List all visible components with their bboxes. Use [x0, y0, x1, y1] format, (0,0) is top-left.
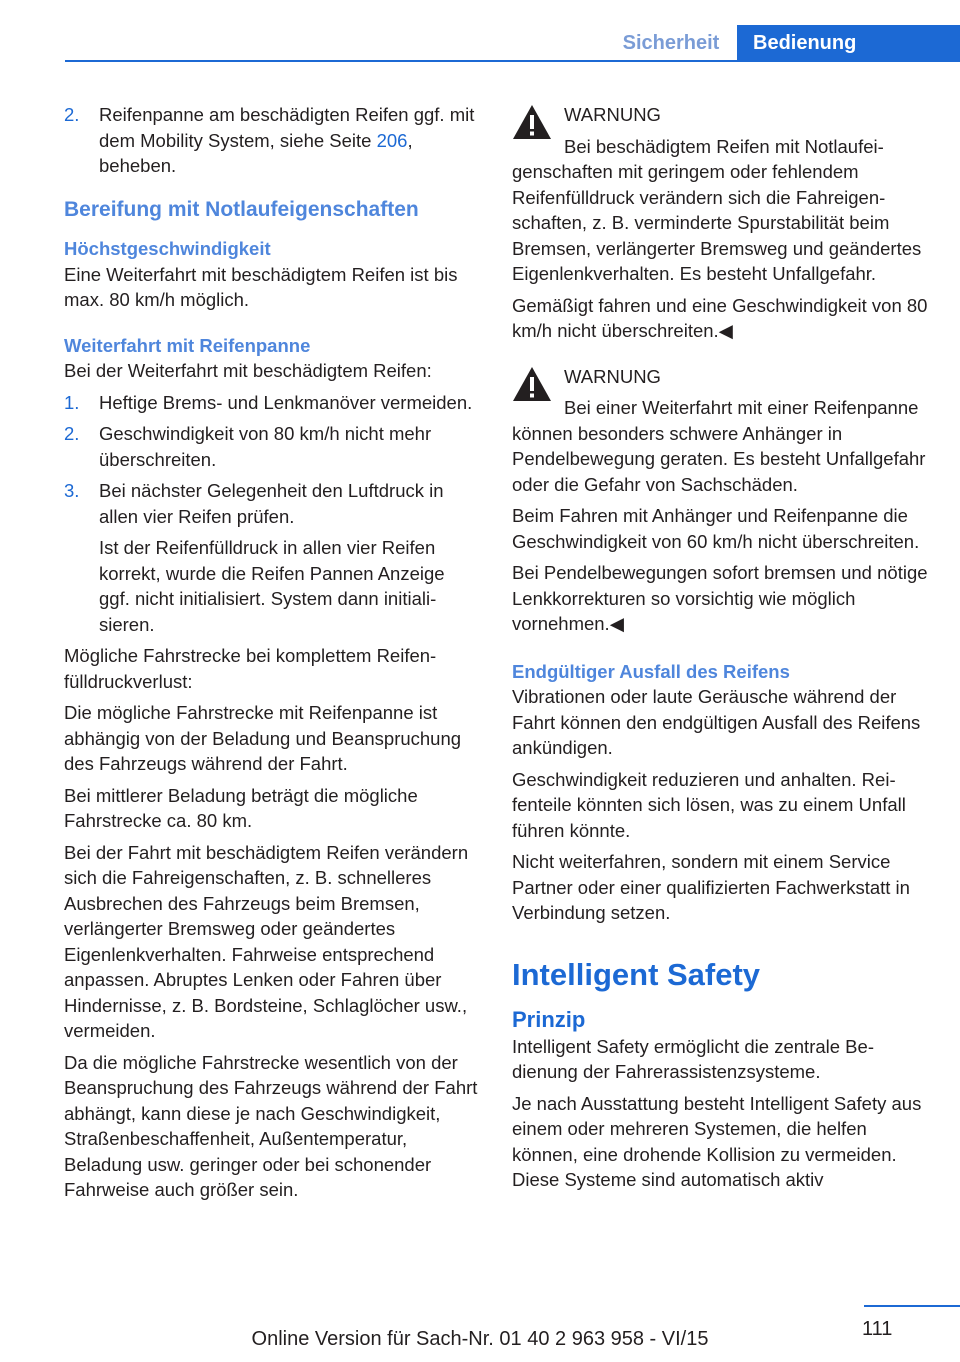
- paragraph: Die mögliche Fahrstrecke mit Reifenpanne ist abhängig von der Beladung und Beanspruchung des Fahrzeugs während der Fahrt.: [64, 702, 462, 774]
- warning-block-1: [512, 102, 928, 344]
- list-item-number: 3.: [64, 480, 80, 501]
- tab-sicherheit[interactable]: Sicherheit: [622, 31, 720, 54]
- paragraph: Da die mögliche Fahrstrecke wesentlich von der Beanspruchung des Fahrzeugs während der Fahrt abhängt, kann diese je nach Geschwindigkeit, Straßenbeschaffenheit, Außentemperatur, Beladung usw. geringer oder bei schonender Fahrweise auch größer sein.: [64, 1051, 478, 1200]
- warning-triangle-icon: [512, 366, 552, 402]
- step-list: [64, 390, 478, 638]
- subheading-weiterfahrt: Weiterfahrt mit Reifenpanne: [64, 334, 311, 356]
- list-item-text: Heftige Brems- und Lenkmanöver vermeiden.: [99, 391, 473, 413]
- paragraph: Vibrationen oder laute Geräusche während der Fahrt können den endgültigen Ausfall des Reifens ankündigen.: [512, 686, 921, 758]
- subheading-ausfall: Endgültiger Ausfall des Reifens: [512, 660, 790, 682]
- warning-triangle-icon: [512, 104, 552, 140]
- footer-rule: [864, 1305, 960, 1307]
- section-heading-intelligent-safety: Intelligent Safety: [512, 956, 761, 992]
- paragraph: Je nach Ausstattung besteht Intelligent Safety aus einem oder mehreren Systemen, die helfen können, eine drohende Kollision zu vermeiden. Diese Systeme sind automatisch aktiv: [512, 1092, 922, 1190]
- list-item-text: Geschwindigkeit von 80 km/h nicht mehr überschreiten.: [99, 423, 432, 470]
- paragraph: Mögliche Fahrstrecke bei komplettem Reifenfülldruckverlust:: [64, 645, 437, 692]
- warning-text: Bei beschädigtem Reifen mit Notlaufeigenschaften mit geringem oder fehlendem Reifenfülldruck verändern sich die Fahreigenschaften, z. B. verminderte Spurstabilität beim Bremsen, verlängerter Bremsweg und geändertes Eigenlenkverhalten. Es besteht Unfallgefahr.: [512, 135, 922, 284]
- paragraph: Eine Weiterfahrt mit beschädigtem Reifen ist bis max. 80 km/h möglich.: [64, 263, 458, 310]
- left-column: [64, 102, 478, 1209]
- paragraph: Nicht weiterfahren, sondern mit einem Service Partner oder einer qualifizierten Fachwerkstatt in Verbindung setzen.: [512, 851, 910, 923]
- warning-text: Bei einer Weiterfahrt mit einer Reifenpanne können besonders schwere Anhänger in Pendelbewegung geraten. Es besteht Unfallgefahr oder die Gefahr von Sachschäden.: [512, 397, 926, 495]
- warning-title: WARNUNG: [564, 104, 661, 125]
- paragraph: Bei mittlerer Beladung beträgt die mögliche Fahrstrecke ca. 80 km.: [64, 784, 418, 831]
- warning-conclusion: Gemäßigt fahren und eine Geschwindigkeit von 80 km/h nicht überschreiten.◀: [512, 294, 928, 341]
- list-item: [64, 390, 478, 416]
- section-heading-bereifung: Bereifung mit Notlaufeigenschaften: [64, 197, 419, 221]
- page-number: 111: [862, 1318, 893, 1340]
- list-item: [64, 102, 478, 179]
- paragraph: Intelligent Safety ermöglicht die zentrale Bedienung der Fahrerassistenzsysteme.: [512, 1035, 874, 1082]
- right-column: [512, 102, 928, 1199]
- paragraph: Bei der Weiterfahrt mit beschädigtem Reifen:: [64, 360, 432, 381]
- paragraph: Beim Fahren mit Anhänger und Reifenpanne die Geschwindigkeit von 60 km/h nicht überschreiten.: [512, 505, 920, 552]
- subheading-prinzip: Prinzip: [512, 1006, 586, 1032]
- warning-title: WARNUNG: [564, 365, 661, 387]
- page-reference-link[interactable]: 206: [376, 129, 408, 151]
- step-list-continued: [64, 102, 478, 179]
- list-item-number: 2.: [64, 104, 80, 125]
- footer-text: Online Version für Sach-Nr. 01 40 2 963 958 - VI/15: [251, 1328, 709, 1350]
- warning-conclusion: Bei Pendelbewegungen sofort bremsen und nötige Lenkkorrekturen so vorsichtig wie möglich vornehmen.◀: [512, 562, 928, 634]
- list-item: [64, 478, 478, 637]
- list-item-text-end: , beheben.: [99, 129, 413, 176]
- subheading-hoechstgeschwindigkeit: Höchstgeschwindigkeit: [64, 238, 271, 259]
- list-item-text: Reifenpanne am beschädigten Reifen ggf. mit dem Mobility System, siehe Seite: [99, 104, 475, 151]
- paragraph: Geschwindigkeit reduzieren und anhalten. Reifenteile könnten sich lösen, was zu einem Unfall führen könnte.: [512, 768, 906, 841]
- list-item-number: 1.: [64, 391, 80, 413]
- list-item-number: 2.: [64, 423, 80, 444]
- warning-block-2: [512, 364, 928, 637]
- tab-bedienung[interactable]: Bedienung: [737, 25, 960, 62]
- list-item-text: Bei nächster Gelegenheit den Luftdruck in allen vier Reifen prüfen.: [99, 480, 444, 527]
- paragraph: Bei der Fahrt mit beschädigtem Reifen verändern sich die Fahreigenschaften, z. B. schnelleres Ausbrechen des Fahrzeugs beim Bremsen, verlängerter Bremsweg oder geändertes Eigenlenkverhalten. Fahrweise entsprechend anpassen. Abruptes Lenken oder Fahren über Hindernisse, z. B. Bordsteine, Schlaglöcher usw., vermeiden.: [64, 841, 469, 1041]
- list-item-subtext: Ist der Reifenfülldruck in allen vier Reifen korrekt, wurde die Reifen Pannen Anzeige ggf. nicht initialisiert. System dann initialisieren.: [99, 537, 445, 635]
- list-item: [64, 421, 478, 472]
